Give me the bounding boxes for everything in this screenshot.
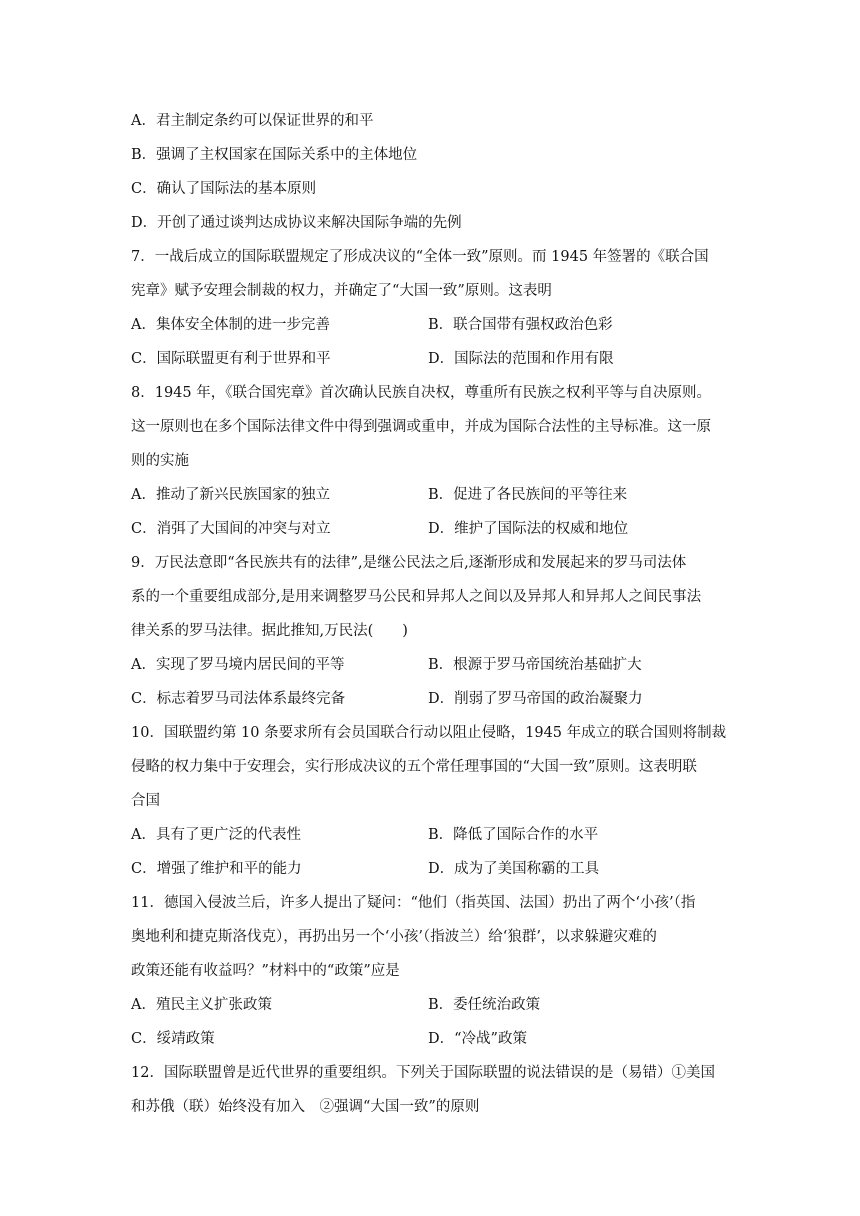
q10-stem-line-1: 10．国联盟约第 10 条要求所有会员国联合行动以阻止侵略，1945 年成立的联合国则将制裁 [131,725,727,741]
q6-option-c: C．确认了国际法的基本原则 [131,181,317,197]
q8-option-a: A．推动了新兴民族国家的独立 [131,487,330,503]
q6-option-d: D．开创了通过谈判达成协议来解决国际争端的先例 [131,215,462,231]
q7-stem-line-1: 7．一战后成立的国际联盟规定了形成决议的“全体一致”原则。而 1945 年签署的《联合国 [131,249,709,265]
q9-stem-line-1: 9．万民法意即“各民族共有的法律”,是继公民法之后,逐渐形成和发展起来的罗马司法体 [131,555,687,571]
q10-option-a: A．具有了更广泛的代表性 [131,827,301,843]
q10-option-b: B．降低了国际合作的水平 [428,827,599,843]
q8-option-c: C．消弭了大国间的冲突与对立 [131,521,331,537]
q8-stem-line-2: 这一原则也在多个国际法律文件中得到强调或重申，并成为国际合法性的主导标准。这一原 [131,419,711,435]
q7-option-d: D．国际法的范围和作用有限 [428,351,614,367]
q7-option-a: A．集体安全体制的进一步完善 [131,317,330,333]
q11-option-a: A．殖民主义扩张政策 [131,997,272,1013]
q9-stem-line-2: 系的一个重要组成部分,是用来调整罗马公民和异邦人之间以及异邦人和异邦人之间民事法 [131,589,702,605]
q6-option-a: A．君主制定条约可以保证世界的和平 [131,113,374,129]
q12-stem-line-1: 12．国际联盟曾是近代世界的重要组织。下列关于国际联盟的说法错误的是（易错）①美国 [131,1065,715,1081]
q10-option-d: D．成为了美国称霸的工具 [428,861,600,877]
q7-options-row-1 [131,315,330,335]
q10-stem-line-2: 侵略的权力集中于安理会，实行形成决议的五个常任理事国的“大国一致”原则。这表明联 [131,759,697,775]
q11-option-c: C．绥靖政策 [131,1031,215,1047]
q11-stem-line-1: 11．德国入侵波兰后，许多人提出了疑问：“他们（指英国、法国）扔出了两个‘小孩’（指 [131,895,696,911]
q11-option-d: D．“冷战”政策 [428,1031,527,1047]
q11-stem-line-2: 奥地利和捷克斯洛伐克），再扔出另一个‘小孩’（指波兰）给‘狼群’，以求躲避灾难的 [131,929,657,945]
q8-stem-line-3: 则的实施 [131,453,189,469]
q8-option-d: D．维护了国际法的权威和地位 [428,521,629,537]
q10-stem-line-3: 合国 [131,793,160,809]
q9-option-d: D．削弱了罗马帝国的政治凝聚力 [428,691,643,707]
q7-stem-line-2: 宪章》赋予安理会制裁的权力，并确定了“大国一致”原则。这表明 [131,283,552,299]
q12-stem-line-2: 和苏俄（联）始终没有加入 ②强调“大国一致”的原则 [131,1099,480,1115]
q6-option-b: B．强调了主权国家在国际关系中的主体地位 [131,147,418,163]
q10-option-c: C．增强了维护和平的能力 [131,861,302,877]
q9-option-a: A．实现了罗马境内居民间的平等 [131,657,345,673]
q8-stem-line-1: 8．1945 年，《联合国宪章》首次确认民族自决权，尊重所有民族之权利平等与自决原则。 [131,385,711,401]
q7-option-c: C．国际联盟更有利于世界和平 [131,351,331,367]
q7-option-b: B．联合国带有强权政治色彩 [428,317,613,333]
q9-option-c: C．标志着罗马司法体系最终完备 [131,691,346,707]
q9-option-b: B．根源于罗马帝国统治基础扩大 [428,657,642,673]
q9-stem-line-3: 律关系的罗马法律。据此推知,万民法( ) [131,623,408,639]
q11-stem-line-3: 政策还能有收益吗？”材料中的“政策”应是 [131,963,400,979]
q11-option-b: B．委任统治政策 [428,997,541,1013]
q8-option-b: B．促进了各民族间的平等往来 [428,487,628,503]
